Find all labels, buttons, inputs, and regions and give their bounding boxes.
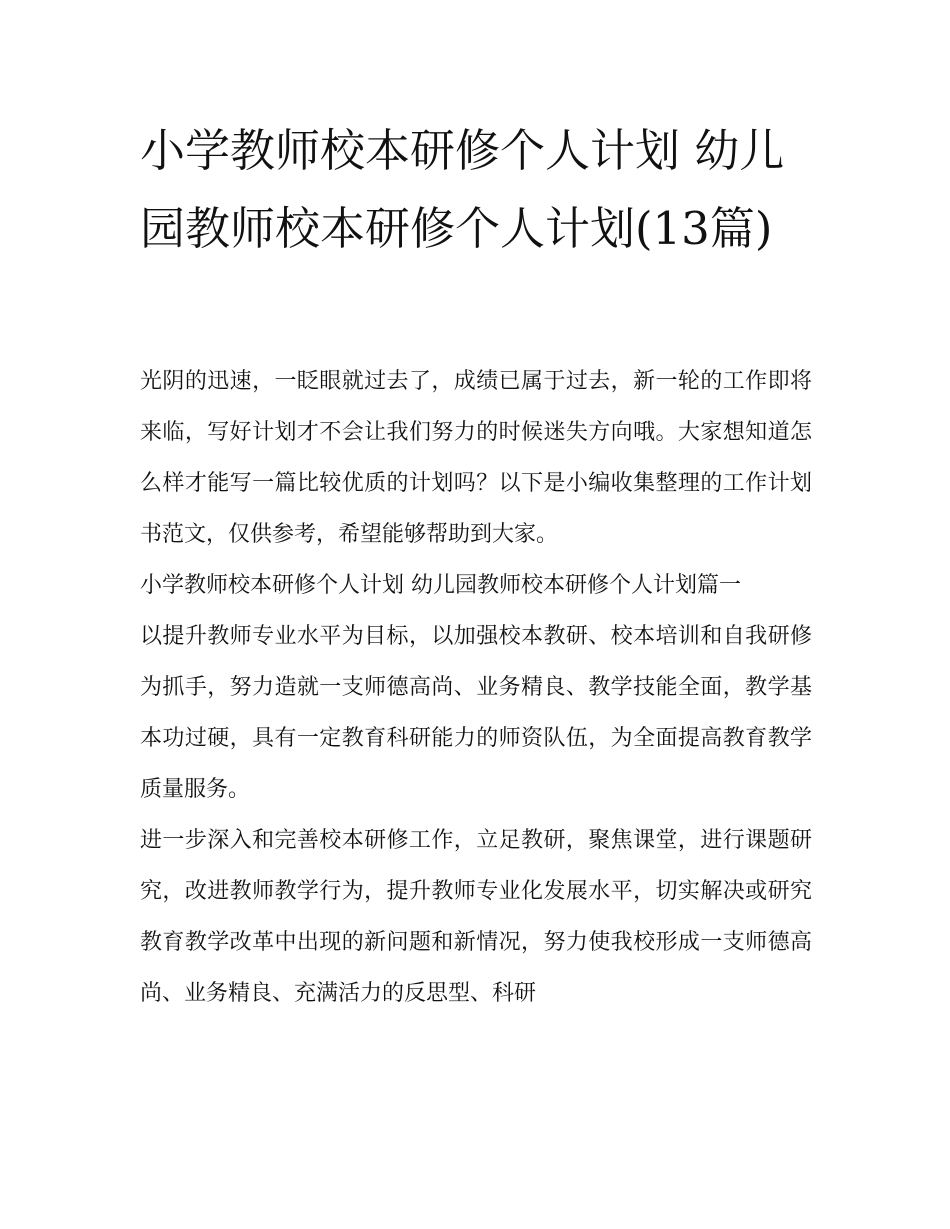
plan-paragraph: 进一步深入和完善校本研修工作，立足教研，聚焦课堂，进行课题研究，改进教师教学行为，提升教师专业化发展水平，切实解决或研究教育教学改革中出现的新问题和新情况，努力使我校形成一支师德高尚、业务精良、充满活力的反思型、科研 bbox=[140, 828, 812, 1006]
goal-paragraph: 以提升教师专业水平为目标，以加强校本教研、校本培训和自我研修为抓手，努力造就一支师德高尚、业务精良、教学技能全面，教学基本功过硬，具有一定教育科研能力的师资队伍，为全面提高教育教学质量服务。 bbox=[140, 624, 812, 802]
document-body bbox=[140, 356, 812, 1019]
page-title: 小学教师校本研修个人计划 幼儿园教师校本研修个人计划(13篇) bbox=[140, 124, 785, 255]
section-heading: 小学教师校本研修个人计划 幼儿园教师校本研修个人计划篇一 bbox=[140, 573, 741, 598]
intro-paragraph: 光阴的迅速，一眨眼就过去了，成绩已属于过去，新一轮的工作即将来临，写好计划才不会让我们努力的时候迷失方向哦。大家想知道怎么样才能写一篇比较优质的计划吗？以下是小编收集整理的工作计划书范文，仅供参考，希望能够帮助到大家。 bbox=[140, 369, 812, 547]
